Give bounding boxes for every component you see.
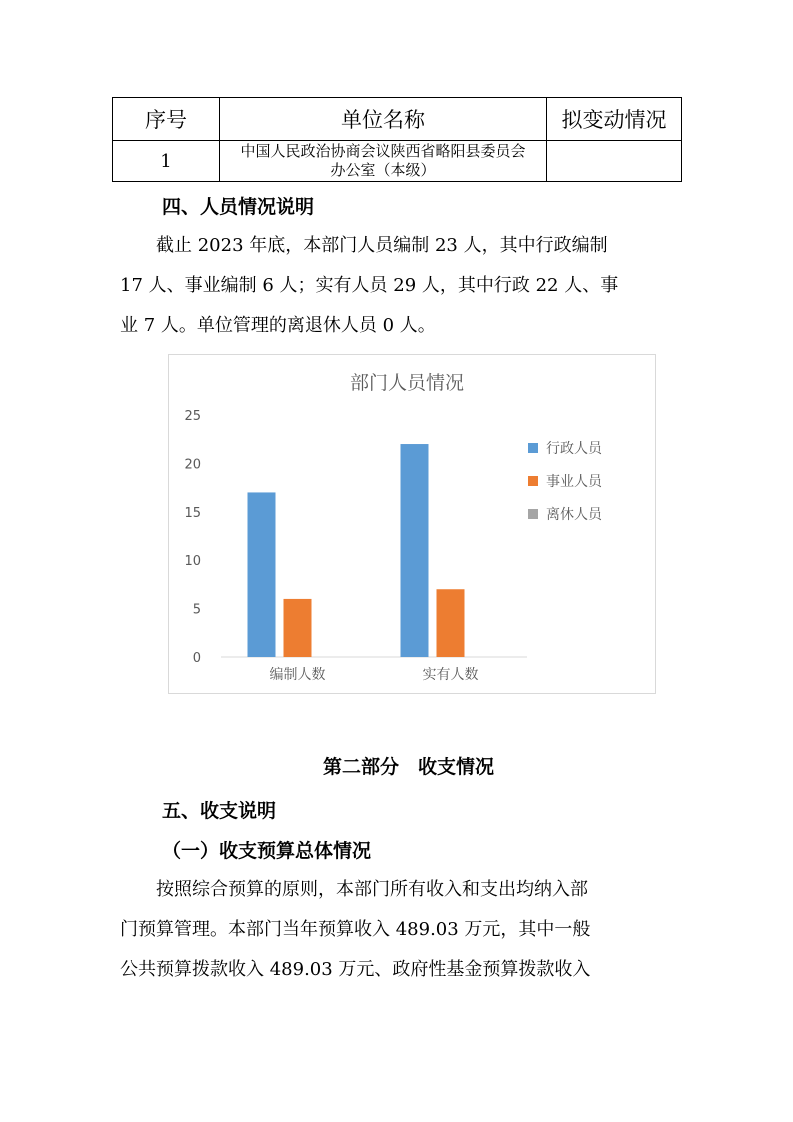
- y-tick-label: 10: [184, 554, 201, 570]
- section5-line-2: 门预算管理。本部门当年预算收入 489.03 万元，其中一般: [120, 919, 591, 940]
- section4-heading: 四、人员情况说明: [162, 196, 315, 218]
- chart-title: 部门人员情况: [349, 372, 465, 394]
- legend-swatch: [528, 476, 538, 486]
- section5-line-3: 公共预算拨款收入 489.03 万元、政府性基金预算拨款收入: [120, 959, 591, 980]
- unit-name-line1: 中国人民政治协商会议陕西省略阳县委员会: [240, 142, 526, 160]
- bar-admin-authorized: [248, 492, 276, 657]
- header-index: 序号: [113, 98, 220, 141]
- part2-heading: 第二部分 收支情况: [323, 756, 495, 778]
- y-tick-label: 25: [184, 409, 201, 424]
- row-change: [547, 141, 682, 182]
- y-tick-label: 20: [184, 457, 201, 473]
- header-change: 拟变动情况: [547, 98, 682, 141]
- legend-label: 离休人员: [546, 507, 602, 523]
- section5-heading: 五、收支说明: [162, 800, 277, 822]
- y-tick-label: 5: [192, 602, 201, 618]
- row-unit-name: [220, 141, 547, 182]
- header-unit-name: 单位名称: [220, 98, 547, 141]
- x-category-label: 实有人数: [422, 667, 479, 683]
- section4-line-3: 业 7 人。单位管理的离退休人员 0 人。: [120, 315, 436, 336]
- section4-paragraph: [120, 226, 676, 346]
- unit-name-line2: 办公室（本级）: [330, 161, 436, 179]
- section5-line-1: 按照综合预算的原则，本部门所有收入和支出均纳入部: [156, 879, 588, 900]
- section5-subheading: （一）收支预算总体情况: [162, 840, 372, 862]
- section4-line-2: 17 人、事业编制 6 人；实有人员 29 人，其中行政 22 人、事: [120, 275, 619, 296]
- x-category-label: 编制人数: [269, 667, 326, 683]
- unit-change-table: [112, 97, 682, 182]
- bar-institution-actual: [437, 589, 465, 657]
- y-tick-label: 15: [184, 505, 201, 521]
- y-tick-label: 0: [192, 651, 201, 666]
- table-row: [113, 141, 682, 182]
- staff-chart-svg: [169, 355, 655, 693]
- legend-label: 事业人员: [546, 474, 602, 490]
- bar-admin-actual: [401, 444, 429, 657]
- row-index: 1: [113, 141, 220, 182]
- table-header-row: [113, 98, 682, 141]
- staff-chart: [168, 354, 656, 694]
- legend-label: 行政人员: [546, 441, 602, 457]
- bar-institution-authorized: [284, 599, 312, 657]
- legend-swatch: [528, 509, 538, 519]
- legend-swatch: [528, 443, 538, 453]
- section5-paragraph: [120, 870, 676, 990]
- section4-line-1: 截止 2023 年底，本部门人员编制 23 人，其中行政编制: [156, 235, 608, 256]
